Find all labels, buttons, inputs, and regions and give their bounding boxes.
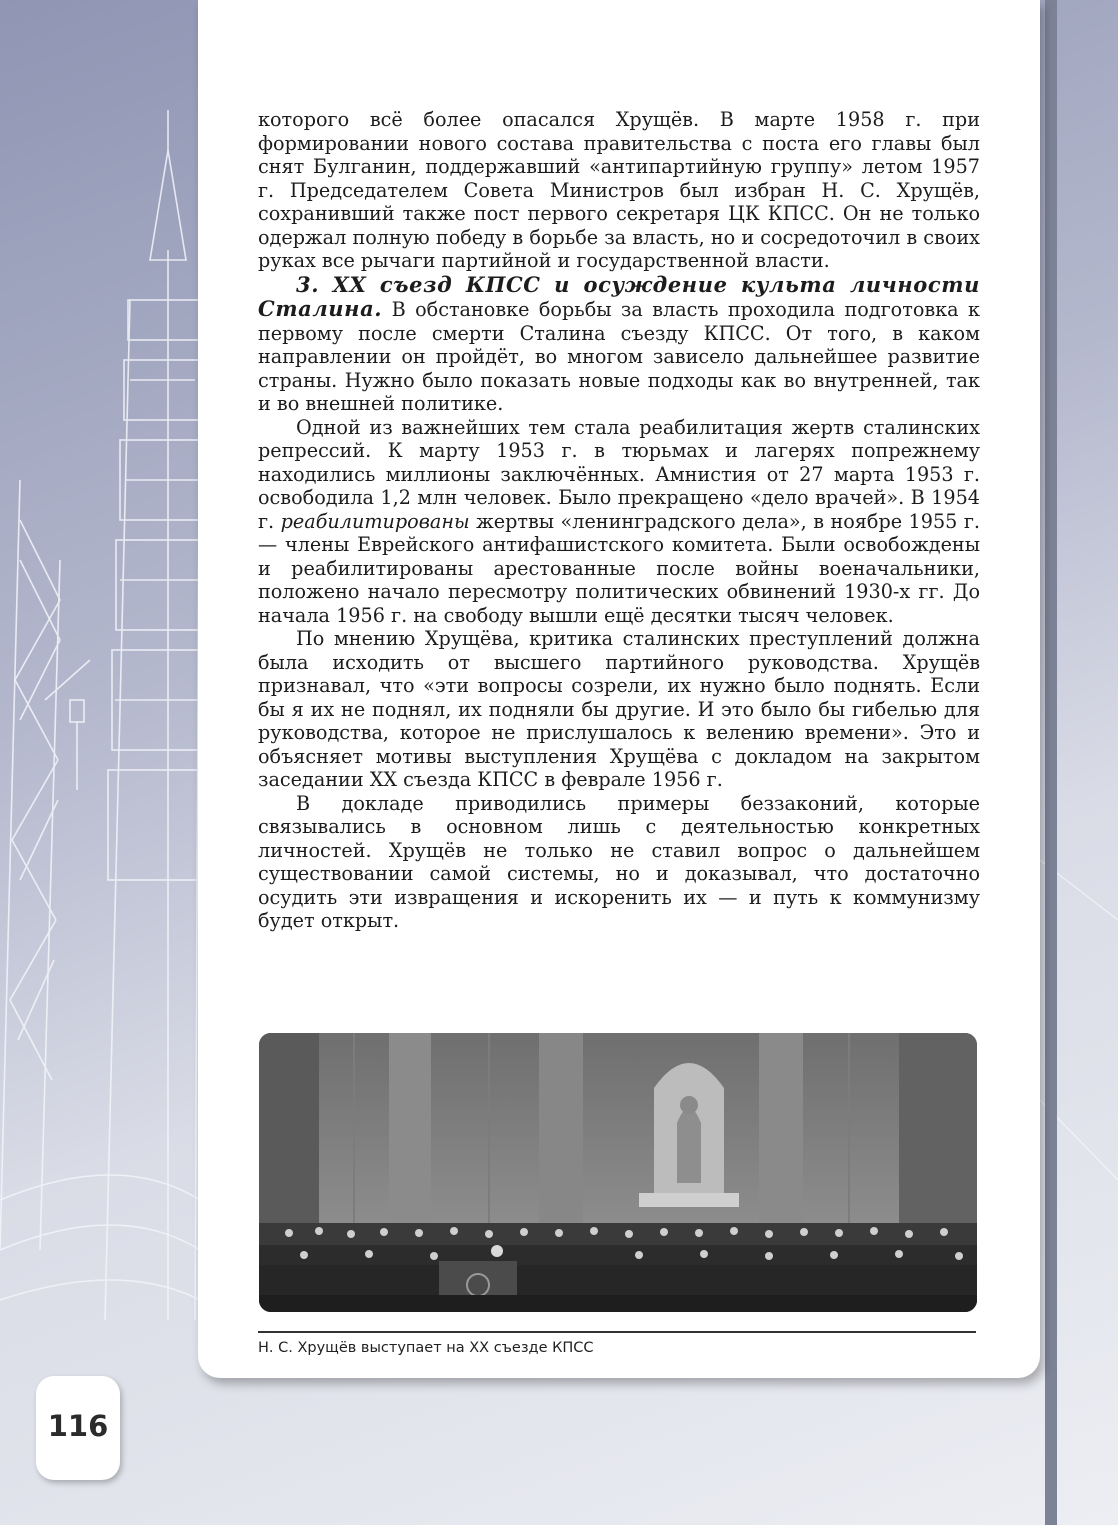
page-edge	[1045, 0, 1057, 1525]
body-text	[258, 108, 980, 933]
term-highlight: реабилитированы	[280, 509, 470, 533]
caption-rule	[258, 1331, 976, 1333]
photo-caption: Н. С. Хрущёв выступает на XX съезде КПСС	[258, 1340, 594, 1356]
congress-photo	[259, 1033, 977, 1312]
paragraph-with-heading	[258, 273, 980, 416]
paragraph: По мнению Хрущёва, критика сталинских преступлений должна была исходить от высшего партийного руководства. Хрущёв признавал, что «эти вопросы созрели, их нужно было поднять. Если бы я их не поднял, их подняли бы другие. И это было бы гибелью для руководства, которое не прислушалось к велению времени». Это и объясняет мотивы выступления Хрущёва с докладом на закрытом заседании XX съезда КПСС в феврале 1956 г.	[258, 627, 980, 791]
page-number: 116	[47, 1409, 109, 1443]
paragraph: которого всё более опасался Хрущёв. В марте 1958 г. при формировании нового состава правительства с поста его главы был снят Булганин, поддержавший «антипартийную группу» летом 1957 г. Председателем Совета Министров был избран Н. С. Хрущёв, сохранивший также пост первого секретаря ЦК КПСС. Он не только одержал полную победу в борьбе за власть, но и сосредоточил в своих руках все рычаги партийной и государственной власти.	[258, 108, 980, 272]
section-heading: 3. XX съезд КПСС и осуждение культа личности Сталина.	[258, 271, 980, 321]
paragraph	[258, 416, 980, 628]
congress-photo-illustration	[259, 1033, 977, 1312]
paragraph-text: В обстановке борьбы за власть проходила подготовка к первому после смерти Сталина съезду КПСС. От того, в каком направлении он пройдёт, во многом зависело дальнейшее развитие страны. Нужно было показать новые подходы как во внутренней, так и во внешней политике.	[258, 298, 980, 415]
paragraph-text-a: Одной из важнейших тем стала реабилитация жертв сталинских репрессий. К марту 1953 г. в тюрьмах и лагерях попрежнему находились миллионы заключённых. Амнистия от 27 марта 1953 г. освободила 1,2 млн человек. Было прекращено «дело врачей». В 1954 г.	[258, 415, 980, 533]
paragraph-text-b: жертвы «ленинградского дела», в ноябре 1955 г. — члены Еврейского антифашистского комитета. Были освобождены и реабилитированы арестованные после войны военачальники, положено начало пересмотру политических обвинений 1930-х гг. До начала 1956 г. на свободу вышли ещё десятки тысяч человек.	[258, 509, 980, 627]
paragraph: В докладе приводились примеры беззаконий, которые связывались в основном лишь с деятельностью конкретных личностей. Хрущёв не только не ставил вопрос о дальнейшем существовании самой системы, но и доказывал, что достаточно осудить эти извращения и искоренить их — и путь к коммунизму будет открыт.	[258, 791, 980, 932]
